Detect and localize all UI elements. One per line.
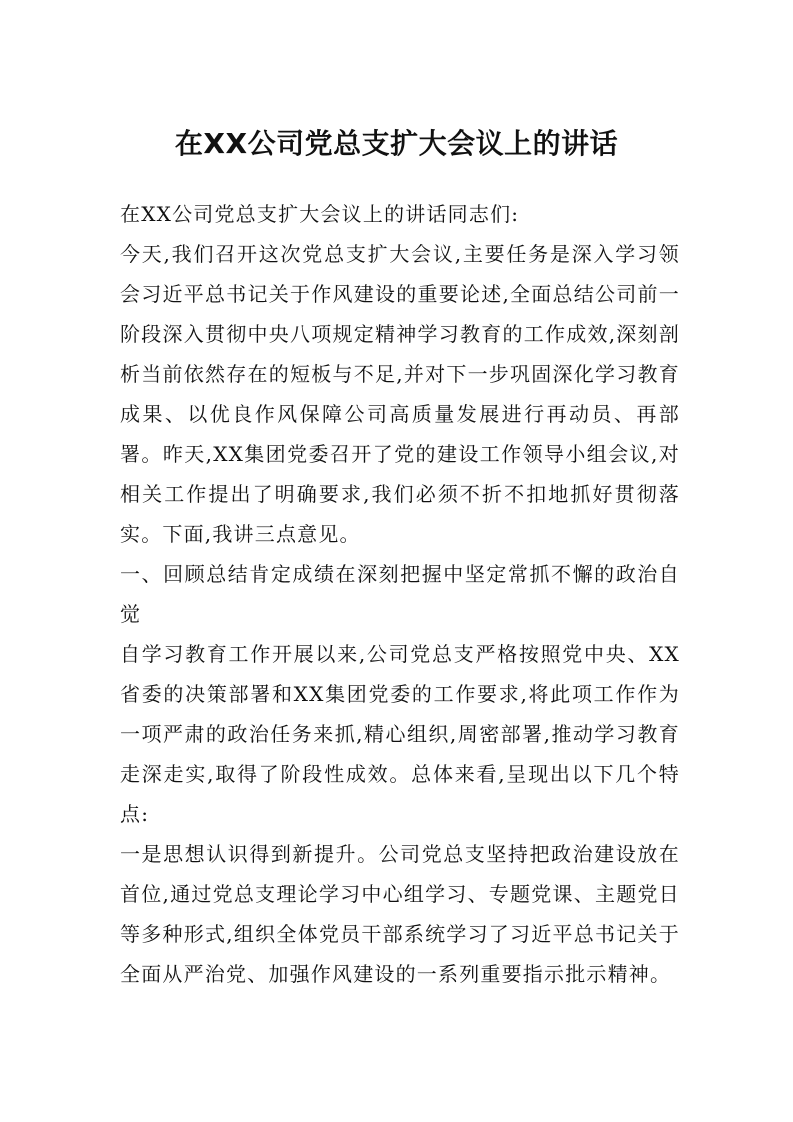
- intro-paragraph: 今天,我们召开这次党总支扩大会议,主要任务是深入学习领会习近平总书记关于作风建设的重要论述,全面总结公司前一阶段深入贯彻中央八项规定精神学习教育的工作成效,深刻剖析当前依然存在的短板与不足,并对下一步巩固深化学习教育成果、以优良作风保障公司高质量发展进行再动员、再部署。昨天,XX集团党委召开了党的建设工作领导小组会议,对相关工作提出了明确要求,我们必须不折不扣地抓好贯彻落实。下面,我讲三点意见。: [120, 242, 680, 546]
- point-1-paragraph: 一是思想认识得到新提升。公司党总支坚持把政治建设放在首位,通过党总支理论学习中心组学习、专题党课、主题党日等多种形式,组织全体党员干部系统学习了习近平总书记关于全面从严治党、加强作风建设的一系列重要指示批示精神。: [120, 842, 680, 986]
- document-body: [120, 194, 680, 994]
- salutation-paragraph: 在XX公司党总支扩大会议上的讲话同志们:: [120, 202, 520, 226]
- section-1-paragraph: 自学习教育工作开展以来,公司党总支严格按照党中央、XX省委的决策部署和XX集团党委的工作要求,将此项工作作为一项严肃的政治任务来抓,精心组织,周密部署,推动学习教育走深走实,取得了阶段性成效。总体来看,呈现出以下几个特点:: [120, 642, 680, 826]
- section-heading-1: 一、回顾总结肯定成绩在深刻把握中坚定常抓不懈的政治自觉: [120, 562, 680, 626]
- document-title: 在XX公司党总支扩大会议上的讲话: [174, 127, 619, 160]
